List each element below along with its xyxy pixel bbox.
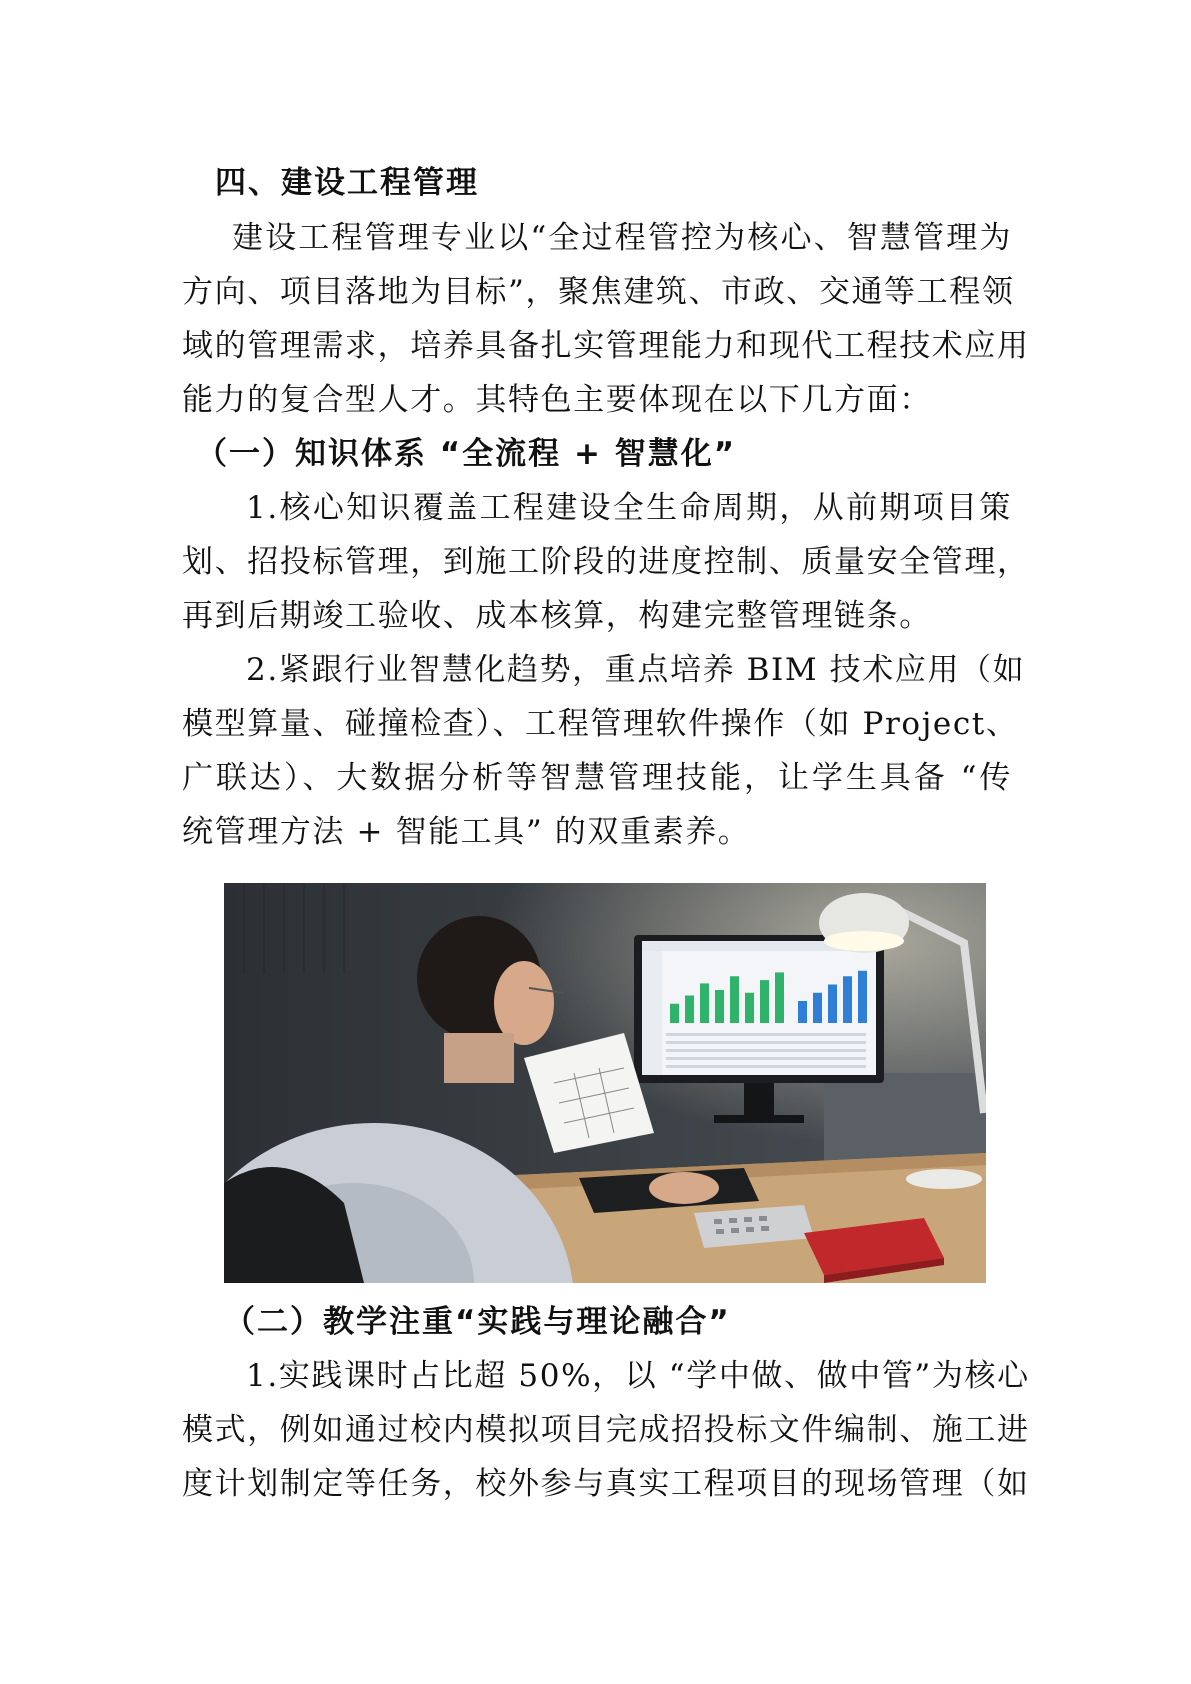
intro-line-4: 能力的复合型人才。其特色主要体现在以下几方面： bbox=[182, 382, 932, 418]
green-bars-bar bbox=[685, 996, 694, 1024]
blue-bars-bar bbox=[858, 971, 867, 1023]
intro-line-3: 域的管理需求，培养具备扎实管理能力和现代工程技术应用 bbox=[182, 328, 1030, 364]
intro-line-2: 方向、项目落地为目标”，聚焦建筑、市政、交通等工程领 bbox=[182, 274, 1015, 310]
p3-line-3: 度计划制定等任务，校外参与真实工程项目的现场管理（如 bbox=[182, 1466, 1030, 1502]
green-bars-bar bbox=[775, 972, 784, 1023]
p3-line-1: 1.实践课时占比超 50%，以 “学中做、做中管”为核心 bbox=[246, 1358, 1030, 1394]
blue-bars-bar bbox=[798, 1001, 807, 1023]
p2-line-3: 广联达）、大数据分析等智慧管理技能，让学生具备 “传 bbox=[182, 760, 1012, 796]
intro-line-1: 建设工程管理专业以“全过程管控为核心、智慧管理为 bbox=[232, 220, 1012, 256]
subsection-title-2: （二）教学注重“实践与理论融合” bbox=[224, 1304, 731, 1340]
green-bars-bar bbox=[700, 983, 709, 1023]
green-bars-bar bbox=[730, 976, 739, 1023]
subsection-title-1: （一）知识体系 “全流程 + 智慧化” bbox=[196, 436, 737, 472]
office-photo bbox=[224, 883, 986, 1283]
blue-bars-bar bbox=[843, 976, 852, 1023]
green-bars-bar bbox=[670, 1004, 679, 1023]
p2-line-4: 统管理方法 + 智能工具” 的双重素养。 bbox=[182, 814, 751, 850]
blue-bars-bar bbox=[813, 993, 822, 1023]
p2-line-2: 模型算量、碰撞检查）、工程管理软件操作（如 Project、 bbox=[182, 706, 1019, 742]
p1-line-1: 1.核心知识覆盖工程建设全生命周期，从前期项目策 bbox=[246, 490, 1012, 526]
blue-bars-bar bbox=[828, 985, 837, 1024]
p2-line-1: 2.紧跟行业智慧化趋势，重点培养 BIM 技术应用（如 bbox=[246, 652, 1026, 688]
green-bars-bar bbox=[715, 990, 724, 1023]
p1-line-3: 再到后期竣工验收、成本核算，构建完整管理链条。 bbox=[182, 598, 932, 634]
p1-line-2: 划、招投标管理，到施工阶段的进度控制、质量安全管理， bbox=[182, 544, 1030, 580]
p3-line-2: 模式，例如通过校内模拟项目完成招投标文件编制、施工进 bbox=[182, 1412, 1030, 1448]
green-bars-bar bbox=[760, 980, 769, 1023]
section-heading: 四、建设工程管理 bbox=[215, 165, 479, 201]
green-bars-bar bbox=[745, 993, 754, 1023]
